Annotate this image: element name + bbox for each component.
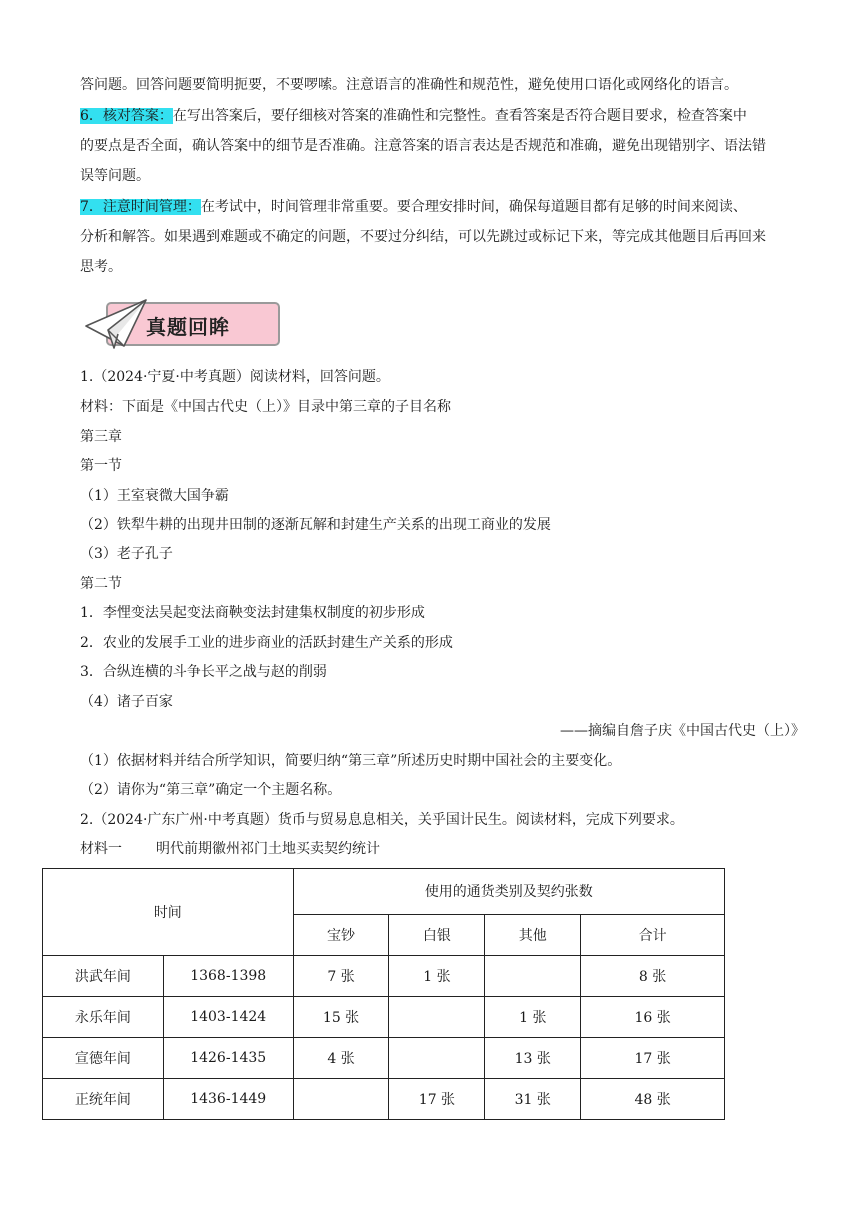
cell-era: 宣德年间 <box>43 1038 164 1079</box>
item-6-text: 在写出答案后，要仔细核对答案的准确性和完整性。查看答案是否符合题目要求，检查答案中 <box>172 108 747 124</box>
item-6-label: 6．核对答案： <box>80 108 173 124</box>
header-baochao: 宝钞 <box>293 914 389 955</box>
contract-table <box>42 868 725 1120</box>
q1-sub1: （1）依据材料并结合所学知识，简要归纳“第三章”所述历史时期中国社会的主要变化。 <box>80 753 622 769</box>
cell-years: 1368-1398 <box>163 956 293 997</box>
header-qita: 其他 <box>485 914 581 955</box>
table-row <box>43 956 725 997</box>
item-7-line-2: 分析和解答。如果遇到难题或不确定的问题，不要过分纠结，可以先跳过或标记下来，等完成其他题目后再回来 <box>80 229 766 245</box>
paper-plane-icon <box>84 296 154 354</box>
cell-baochao: 15 张 <box>293 997 389 1038</box>
cell-heji: 17 张 <box>581 1038 725 1079</box>
cell-years: 1426-1435 <box>163 1038 293 1079</box>
q2-material-title: 明代前期徽州祁门土地买卖契约统计 <box>156 841 380 857</box>
item-6-line-3: 误等问题。 <box>80 168 150 184</box>
q1-line: 第一节 <box>80 458 122 474</box>
cell-heji: 8 张 <box>581 956 725 997</box>
cell-era: 正统年间 <box>43 1079 164 1120</box>
q1-line: 2．农业的发展手工业的进步商业的活跃封建生产关系的形成 <box>80 635 453 651</box>
cell-baiyin <box>389 997 485 1038</box>
q1-line: （1）王室衰微大国争霸 <box>80 488 229 504</box>
cell-era: 永乐年间 <box>43 997 164 1038</box>
q1-material: 材料：下面是《中国古代史（上）》目录中第三章的子目名称 <box>80 399 451 415</box>
header-currency-group: 使用的通货类别及契约张数 <box>293 869 724 915</box>
cell-qita: 1 张 <box>485 997 581 1038</box>
cell-years: 1403-1424 <box>163 997 293 1038</box>
cell-baochao <box>293 1079 389 1120</box>
q2-stem: 2.（2024·广东广州·中考真题）货币与贸易息息相关，关乎国计民生。阅读材料，完成下列要求。 <box>80 812 684 828</box>
q1-line: 第三章 <box>80 429 122 445</box>
cell-qita <box>485 956 581 997</box>
header-time: 时间 <box>43 869 294 956</box>
cell-heji: 48 张 <box>581 1079 725 1120</box>
q1-source: ——摘编自詹子庆《中国古代史（上）》 <box>560 723 805 739</box>
item-6-line-2: 的要点是否全面，确认答案中的细节是否准确。注意答案的语言表达是否规范和准确，避免出现错别字、语法错 <box>80 138 766 154</box>
cell-qita: 31 张 <box>485 1079 581 1120</box>
item-6-line-1 <box>80 101 747 131</box>
cell-baochao: 7 张 <box>293 956 389 997</box>
q1-line: （4）诸子百家 <box>80 694 173 710</box>
cell-qita: 13 张 <box>485 1038 581 1079</box>
q1-line: 3．合纵连横的斗争长平之战与赵的削弱 <box>80 664 327 680</box>
table-row <box>43 1079 725 1120</box>
table-row <box>43 997 725 1038</box>
cell-baiyin <box>389 1038 485 1079</box>
cell-years: 1436-1449 <box>163 1079 293 1120</box>
q1-sub2: （2）请你为“第三章”确定一个主题名称。 <box>80 782 342 798</box>
item-7-line-3: 思考。 <box>80 259 122 275</box>
intro-paragraph: 答问题。回答问题要简明扼要，不要啰嗦。注意语言的准确性和规范性，避免使用口语化或网络化的语言。 <box>80 77 738 93</box>
cell-baiyin: 17 张 <box>389 1079 485 1120</box>
item-7-text: 在考试中，时间管理非常重要。要合理安排时间，确保每道题目都有足够的时间来阅读、 <box>200 199 747 215</box>
banner-title: 真题回眸 <box>146 315 230 339</box>
q1-line: 第二节 <box>80 576 122 592</box>
cell-heji: 16 张 <box>581 997 725 1038</box>
cell-baochao: 4 张 <box>293 1038 389 1079</box>
header-baiyin: 白银 <box>389 914 485 955</box>
table-row <box>43 1038 725 1079</box>
q1-line: 1．李悝变法吴起变法商鞅变法封建集权制度的初步形成 <box>80 605 425 621</box>
section-banner <box>84 296 284 354</box>
item-7-label: 7．注意时间管理： <box>80 199 201 215</box>
q1-stem: 1.（2024·宁夏·中考真题）阅读材料，回答问题。 <box>80 369 390 385</box>
q2-material-label: 材料一 <box>80 841 122 857</box>
q2-material-caption <box>80 834 380 864</box>
cell-baiyin: 1 张 <box>389 956 485 997</box>
cell-era: 洪武年间 <box>43 956 164 997</box>
header-heji: 合计 <box>581 914 725 955</box>
item-7-line-1 <box>80 192 747 222</box>
q1-line: （2）铁犁牛耕的出现井田制的逐渐瓦解和封建生产关系的出现工商业的发展 <box>80 517 551 533</box>
q1-line: （3）老子孔子 <box>80 546 173 562</box>
